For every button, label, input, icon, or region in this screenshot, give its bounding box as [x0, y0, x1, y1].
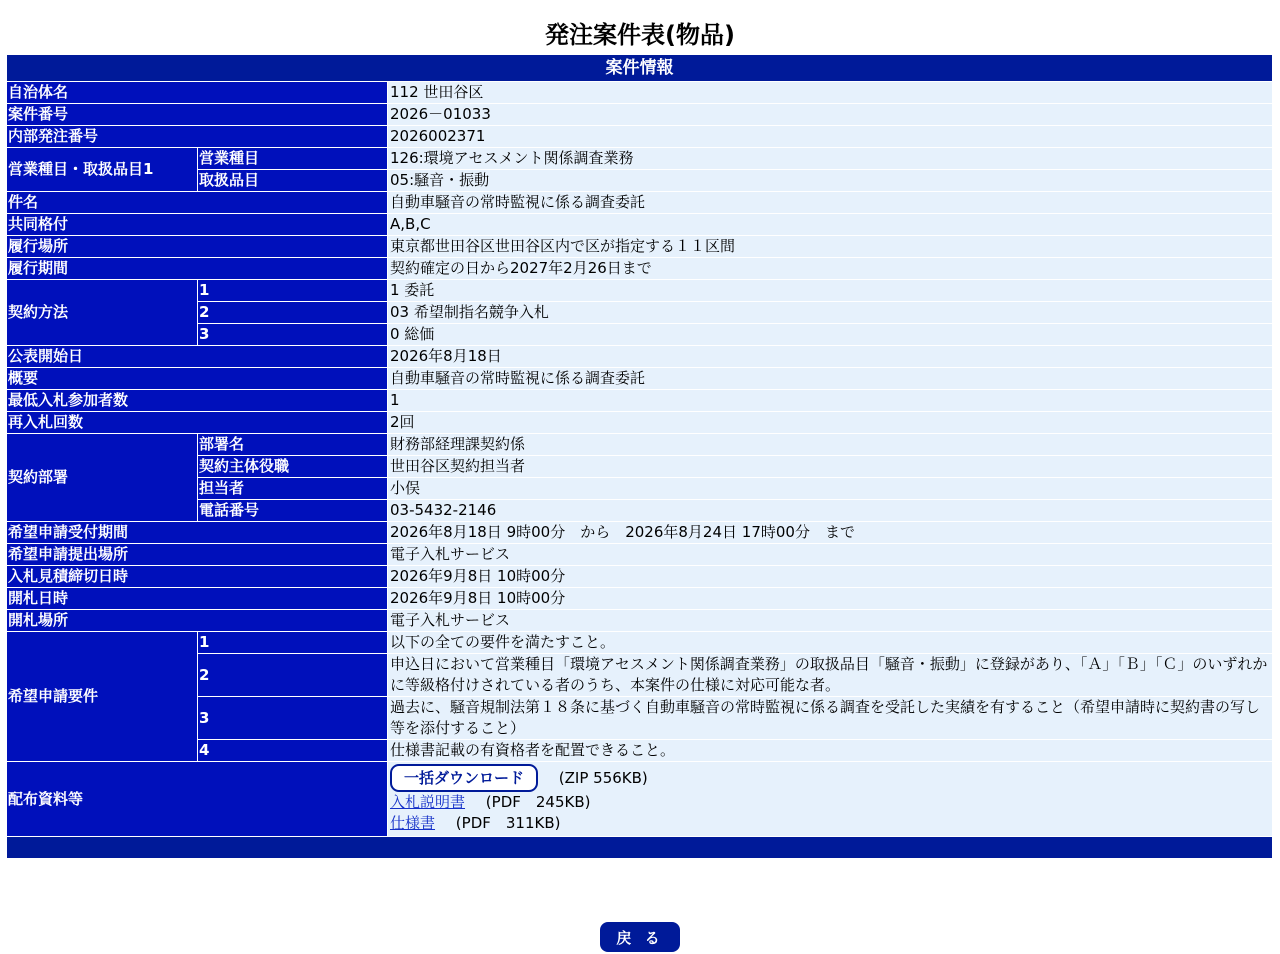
table-row: [7, 126, 1272, 147]
period-value: 契約確定の日から2027年2月26日まで: [388, 258, 1272, 279]
file-meta: (PDF 245KB): [485, 793, 591, 811]
internal-no-label: 内部発注番号: [7, 126, 387, 147]
period-label: 履行期間: [7, 258, 387, 279]
contract-method-no: 2: [198, 302, 387, 323]
summary-label: 概要: [7, 368, 387, 389]
contract-method-no: 3: [198, 324, 387, 345]
phone-value: 03-5432-2146: [388, 500, 1272, 521]
bulk-download-meta: (ZIP 556KB): [558, 769, 648, 787]
table-row: [7, 104, 1272, 125]
table-row: [7, 258, 1272, 279]
section-header: 案件情報: [7, 55, 1272, 81]
table-row: [7, 544, 1272, 565]
opening-datetime-label: 開札日時: [7, 588, 387, 609]
location-label: 履行場所: [7, 236, 387, 257]
table-row: [7, 368, 1272, 389]
contract-method-value: 0 総価: [388, 324, 1272, 345]
bid-explanation-link[interactable]: 入札説明書: [390, 793, 466, 811]
department-label: 契約部署: [7, 434, 197, 521]
application-period-label: 希望申請受付期間: [7, 522, 387, 543]
publish-date-value: 2026年8月18日: [388, 346, 1272, 367]
documents-label: 配布資料等: [7, 762, 387, 836]
summary-value: 自動車騒音の常時監視に係る調査委託: [388, 368, 1272, 389]
requirement-text: 申込日において営業種目「環境アセスメント関係調査業務」の取扱品目「騒音・振動」に登録があり、「Ａ」「Ｂ」「Ｃ」のいずれかに等級格付けされている者のうち、本案件の仕様に対応可能な者。: [388, 654, 1272, 696]
requirement-text: 過去に、騒音規制法第１８条に基づく自動車騒音の常時監視に係る調査を受託した実績を有すること（希望申請時に契約書の写し等を添付すること）: [388, 697, 1272, 739]
requirement-no: 1: [198, 632, 387, 653]
application-place-value: 電子入札サービス: [388, 544, 1272, 565]
business-label: 営業種目・取扱品目1: [7, 148, 197, 191]
contract-method-label: 契約方法: [7, 280, 197, 345]
contract-role-value: 世田谷区契約担当者: [388, 456, 1272, 477]
contract-method-value: 03 希望制指名競争入札: [388, 302, 1272, 323]
file-meta: (PDF 311KB): [455, 814, 561, 832]
table-row: [7, 610, 1272, 631]
table-row: [7, 522, 1272, 543]
table-footer-bar: [7, 837, 1272, 858]
contract-method-value: 1 委託: [388, 280, 1272, 301]
requirement-text: 仕様書記載の有資格者を配置できること。: [388, 740, 1272, 761]
estimate-deadline-label: 入札見積締切日時: [7, 566, 387, 587]
contract-method-no: 1: [198, 280, 387, 301]
table-row: [7, 280, 1272, 301]
dept-name-label: 部署名: [198, 434, 387, 455]
min-bidders-value: 1: [388, 390, 1272, 411]
location-value: 東京都世田谷区世田谷区内で区が指定する１１区間: [388, 236, 1272, 257]
subject-value: 自動車騒音の常時監視に係る調査委託: [388, 192, 1272, 213]
joint-grade-value: A,B,C: [388, 214, 1272, 235]
dept-name-value: 財務部経理課契約係: [388, 434, 1272, 455]
estimate-deadline-value: 2026年9月8日 10時00分: [388, 566, 1272, 587]
application-period-value: 2026年8月18日 9時00分 から 2026年8月24日 17時00分 まで: [388, 522, 1272, 543]
subject-label: 件名: [7, 192, 387, 213]
opening-datetime-value: 2026年9月8日 10時00分: [388, 588, 1272, 609]
table-row: [7, 82, 1272, 103]
joint-grade-label: 共同格付: [7, 214, 387, 235]
table-row: [7, 762, 1272, 836]
municipality-value: 112 世田谷区: [388, 82, 1272, 103]
page-title: 発注案件表(物品): [545, 21, 735, 49]
opening-place-label: 開札場所: [7, 610, 387, 631]
documents-cell: [388, 762, 1272, 836]
case-no-value: 2026－01033: [388, 104, 1272, 125]
opening-place-value: 電子入札サービス: [388, 610, 1272, 631]
table-row: [7, 632, 1272, 653]
table-row: [7, 566, 1272, 587]
table-row: [7, 192, 1272, 213]
phone-label: 電話番号: [198, 500, 387, 521]
case-no-label: 案件番号: [7, 104, 387, 125]
back-button[interactable]: 戻 る: [600, 922, 680, 952]
table-row: [7, 412, 1272, 433]
table-row: [7, 236, 1272, 257]
rebid-count-value: 2回: [388, 412, 1272, 433]
requirements-label: 希望申請要件: [7, 632, 197, 761]
internal-no-value: 2026002371: [388, 126, 1272, 147]
table-row: [7, 434, 1272, 455]
business-type-value: 126:環境アセスメント関係調査業務: [388, 148, 1272, 169]
table-row: [7, 390, 1272, 411]
business-item-value: 05:騒音・振動: [388, 170, 1272, 191]
table-row: [7, 148, 1272, 169]
min-bidders-label: 最低入札参加者数: [7, 390, 387, 411]
specification-link[interactable]: 仕様書: [390, 814, 436, 832]
table-row: [7, 588, 1272, 609]
table-row: [7, 214, 1272, 235]
business-type-label: 営業種目: [198, 148, 387, 169]
table-row: [7, 346, 1272, 367]
application-place-label: 希望申請提出場所: [7, 544, 387, 565]
bulk-download-button[interactable]: 一括ダウンロード: [390, 764, 538, 792]
person-label: 担当者: [198, 478, 387, 499]
rebid-count-label: 再入札回数: [7, 412, 387, 433]
person-value: 小俣: [388, 478, 1272, 499]
business-item-label: 取扱品目: [198, 170, 387, 191]
requirement-no: 3: [198, 697, 387, 739]
requirement-text: 以下の全ての要件を満たすこと。: [388, 632, 1272, 653]
publish-date-label: 公表開始日: [7, 346, 387, 367]
contract-role-label: 契約主体役職: [198, 456, 387, 477]
requirement-no: 4: [198, 740, 387, 761]
requirement-no: 2: [198, 654, 387, 696]
municipality-label: 自治体名: [7, 82, 387, 103]
case-info-table: [6, 54, 1273, 859]
